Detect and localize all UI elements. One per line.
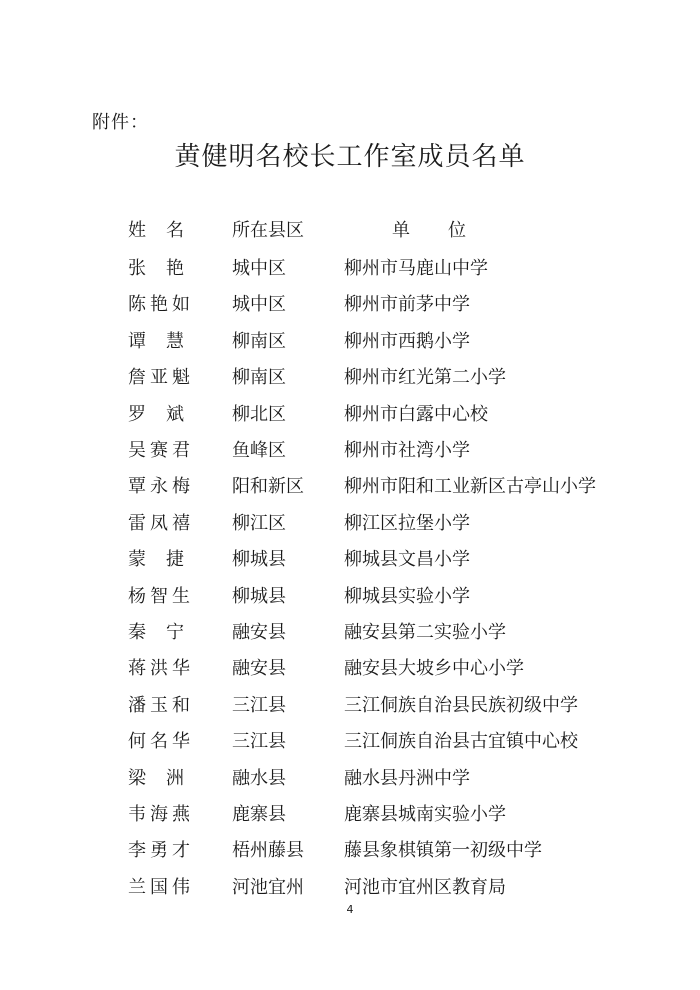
- member-name: 覃永梅: [128, 476, 190, 498]
- member-district: 鹿寨县: [232, 804, 286, 825]
- member-district: 融水县: [232, 767, 286, 789]
- table-row: [0, 400, 700, 430]
- member-name: 蒙捷: [128, 549, 184, 571]
- member-unit: 柳州市前茅中学: [344, 294, 470, 316]
- member-district: 融安县: [232, 622, 286, 643]
- attachment-label: 附件：: [92, 112, 149, 133]
- member-name: 韦海燕: [128, 804, 190, 825]
- member-district: 柳江区: [232, 512, 286, 534]
- member-name: 李勇才: [128, 840, 190, 862]
- member-unit: 柳州市马鹿山中学: [344, 258, 488, 279]
- table-row: [0, 472, 700, 502]
- member-unit: 藤县象棋镇第一初级中学: [344, 840, 542, 862]
- member-unit: 融安县大坡乡中心小学: [344, 658, 524, 680]
- member-unit: 三江侗族自治县民族初级中学: [344, 694, 578, 716]
- member-district: 城中区: [232, 294, 286, 316]
- member-district: 柳北区: [232, 403, 286, 425]
- member-unit: 柳城县实验小学: [344, 585, 470, 607]
- member-name: 秦宁: [128, 622, 184, 643]
- member-unit: 柳州市西鹅小学: [344, 330, 470, 352]
- table-row: [0, 363, 700, 393]
- member-unit: 柳州市阳和工业新区古亭山小学: [344, 476, 596, 498]
- table-row: [0, 327, 700, 357]
- member-district: 柳南区: [232, 367, 286, 389]
- member-unit: 柳州市白露中心校: [344, 403, 488, 425]
- table-row: [0, 836, 700, 866]
- member-name: 罗斌: [128, 403, 184, 425]
- member-unit: 融安县第二实验小学: [344, 622, 506, 643]
- member-district: 柳城县: [232, 585, 286, 607]
- member-name: 潘玉和: [128, 694, 190, 716]
- member-district: 三江县: [232, 694, 286, 716]
- header-district: 所在县区: [232, 220, 304, 241]
- member-district: 梧州藤县: [232, 840, 304, 862]
- table-header-row: [0, 216, 700, 246]
- member-name: 雷凤禧: [128, 512, 190, 534]
- member-district: 柳南区: [232, 330, 286, 352]
- page-number: 4: [346, 903, 354, 916]
- member-name: 张艳: [128, 258, 184, 279]
- member-unit: 三江侗族自治县古宜镇中心校: [344, 731, 578, 753]
- member-district: 三江县: [232, 731, 286, 753]
- table-row: [0, 254, 700, 284]
- table-row: [0, 290, 700, 320]
- member-unit: 柳州市社湾小学: [344, 440, 470, 461]
- member-unit: 鹿寨县城南实验小学: [344, 804, 506, 825]
- table-row: [0, 691, 700, 721]
- member-name: 梁洲: [128, 767, 184, 789]
- member-name: 蒋洪华: [128, 658, 190, 680]
- member-district: 鱼峰区: [232, 440, 286, 461]
- table-row: [0, 764, 700, 794]
- member-unit: 河池市宜州区教育局: [344, 876, 506, 898]
- member-name: 吴赛君: [128, 440, 190, 461]
- member-name: 兰国伟: [128, 876, 190, 898]
- member-name: 何名华: [128, 731, 190, 753]
- table-row: [0, 509, 700, 539]
- header-unit: 单位: [392, 220, 466, 241]
- member-unit: 融水县丹洲中学: [344, 767, 470, 789]
- table-row: [0, 800, 700, 830]
- member-name: 詹亚魁: [128, 367, 190, 389]
- table-row: [0, 545, 700, 575]
- document-title: 黄健明名校长工作室成员名单: [174, 142, 526, 172]
- member-name: 杨智生: [128, 585, 190, 607]
- member-name: 陈艳如: [128, 294, 190, 316]
- table-row: [0, 436, 700, 466]
- member-unit: 柳城县文昌小学: [344, 549, 470, 571]
- table-row: [0, 654, 700, 684]
- table-row: [0, 582, 700, 612]
- member-district: 阳和新区: [232, 476, 304, 498]
- member-unit: 柳州市红光第二小学: [344, 367, 506, 389]
- member-district: 柳城县: [232, 549, 286, 571]
- table-row: [0, 873, 700, 903]
- table-row: [0, 618, 700, 648]
- member-unit: 柳江区拉堡小学: [344, 512, 470, 534]
- header-name: 姓名: [128, 220, 184, 241]
- table-row: [0, 727, 700, 757]
- member-district: 河池宜州: [232, 876, 304, 898]
- member-district: 城中区: [232, 258, 286, 279]
- member-district: 融安县: [232, 658, 286, 680]
- member-name: 谭慧: [128, 330, 184, 352]
